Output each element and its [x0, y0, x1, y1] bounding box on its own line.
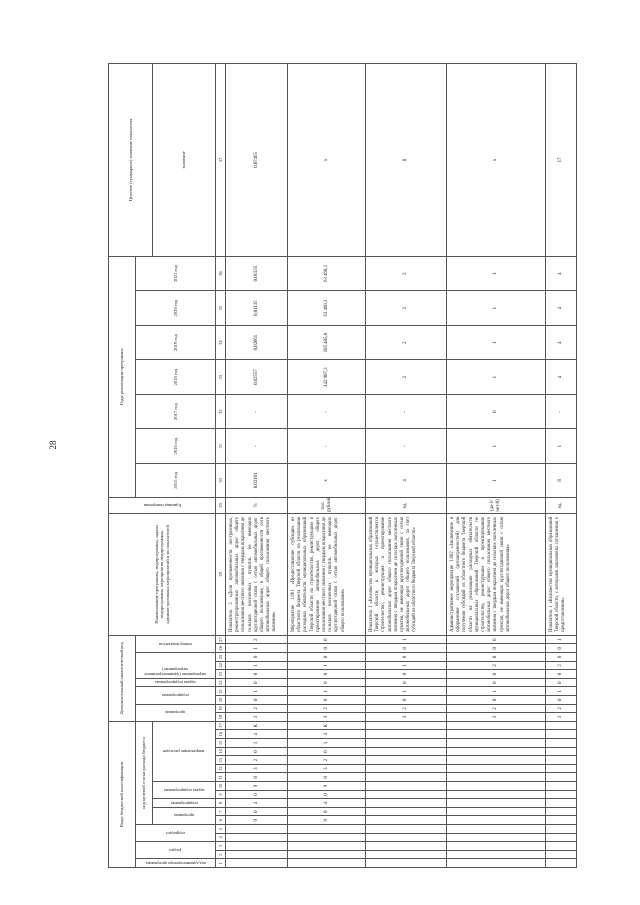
code-cell: [366, 799, 447, 808]
header-year-2021: 2021 год: [136, 256, 216, 291]
code-cell: 0: [226, 670, 288, 679]
code-cell: [546, 756, 577, 765]
code-cell: [546, 790, 577, 799]
code-cell: [546, 842, 577, 851]
code-cell: 0: [366, 678, 447, 687]
code-cell: [546, 730, 577, 739]
row-unit: ед.: [366, 497, 447, 513]
code-cell: 0: [226, 678, 288, 687]
code-cell: 3: [288, 713, 366, 722]
column-number: 6: [216, 816, 226, 825]
code-cell: 0: [226, 773, 288, 782]
code-cell: 3: [546, 713, 577, 722]
header-year-2016: 2016 год: [136, 429, 216, 464]
code-cell: 1: [226, 739, 288, 748]
column-number: 2: [216, 850, 226, 859]
table-row: [226, 64, 288, 868]
column-number: 28: [216, 513, 226, 635]
code-cell: 9: [288, 782, 366, 791]
code-cell: [366, 773, 447, 782]
row-value-year: 63 460,3: [288, 291, 366, 326]
code-cell: 0: [288, 635, 366, 644]
code-cell: [447, 799, 546, 808]
column-number: 7: [216, 807, 226, 816]
row-unit: ед.: [546, 497, 577, 513]
code-cell: 4: [288, 730, 366, 739]
column-number: 22: [216, 678, 226, 687]
column-number: 31: [216, 429, 226, 464]
code-cell: [546, 764, 577, 773]
code-cell: [288, 825, 366, 834]
code-cell: 0: [447, 653, 546, 662]
header-add-subprogram: подпрограмма: [136, 687, 216, 704]
code-cell: [447, 747, 546, 756]
column-number-row: [216, 64, 226, 868]
column-number: 9: [216, 790, 226, 799]
code-cell: [366, 747, 447, 756]
header-year-2019: 2019 год: [136, 325, 216, 360]
code-cell: [546, 825, 577, 834]
code-cell: [366, 739, 447, 748]
header-year-2017: 2017 год: [136, 394, 216, 429]
code-cell: [226, 825, 288, 834]
code-cell: 0: [366, 644, 447, 653]
column-number: 12: [216, 764, 226, 773]
header-add-indicator-num: номер показателя: [136, 635, 216, 652]
code-cell: [226, 850, 288, 859]
column-number: 34: [216, 325, 226, 360]
code-cell: [546, 747, 577, 756]
row-value-2015: х: [288, 463, 366, 497]
code-cell: [447, 721, 546, 730]
code-cell: 0: [226, 696, 288, 705]
column-number: 15: [216, 739, 226, 748]
row-description: Показатель 1 «Количество муниципальных образований Тверской области, с которыми заключены соглашения о предоставлении»: [546, 513, 577, 635]
code-cell: [288, 859, 366, 868]
code-cell: [447, 730, 546, 739]
row-value-year: 1: [447, 360, 546, 395]
code-cell: [447, 859, 546, 868]
column-number: 36: [216, 256, 226, 291]
code-cell: 0: [288, 773, 366, 782]
code-cell: [366, 730, 447, 739]
code-cell: 1: [226, 687, 288, 696]
row-description: Мероприятие 1.001 «Предоставление субсидии из областного бюджета Тверской области на реализацию расходных обязательств муниципальных образований Тверской области на строительство, реконструкцию и проектирование автомобильных дорог общего пользования местного значения с твердым покрытием до сельских населенных пунктов, не имеющих круглогодичной связи с сетью автомобильных дорог общего пользования»: [288, 513, 366, 635]
code-cell: [546, 799, 577, 808]
code-cell: 0: [288, 696, 366, 705]
row-unit: %: [226, 497, 288, 513]
code-cell: 4: [288, 799, 366, 808]
row-value-year: 4: [546, 291, 577, 326]
row-description: Показатель 2 «Доля протяженности построенных, реконструированных автомобильных дорог общего пользования местного значения с твердым покрытием до сельских населенных пунктов, не имеющих круглогодичной связи с сетью автомобильных дорог общего пользования, в общей протяженности сети автомобильных дорог общего пользования местного значения»: [226, 513, 288, 635]
code-cell: 2: [226, 756, 288, 765]
code-cell: 0: [546, 653, 577, 662]
code-cell: 0: [546, 678, 577, 687]
code-cell: [366, 782, 447, 791]
header-years: Годы реализации программы: [109, 256, 136, 497]
row-value-2015: 1: [447, 463, 546, 497]
code-cell: 0: [288, 807, 366, 816]
code-cell: [366, 816, 447, 825]
column-number: 29: [216, 497, 226, 513]
code-cell: 0: [288, 644, 366, 653]
code-cell: 0: [226, 747, 288, 756]
code-cell: 4: [226, 730, 288, 739]
code-cell: 9: [226, 816, 288, 825]
table-row: [546, 64, 577, 868]
column-number: 23: [216, 670, 226, 679]
code-cell: 1: [546, 635, 577, 644]
code-cell: 0: [546, 696, 577, 705]
column-number: 18: [216, 713, 226, 722]
code-cell: [366, 842, 447, 851]
code-cell: [447, 782, 546, 791]
column-number: 16: [216, 730, 226, 739]
code-cell: [226, 833, 288, 842]
row-target-value: 8: [366, 64, 447, 257]
code-cell: 2: [546, 704, 577, 713]
header-article-program: программа: [153, 807, 216, 824]
row-value-year: -: [226, 394, 288, 429]
row-target-value: х: [288, 64, 366, 257]
code-cell: [288, 833, 366, 842]
row-target-value: 0,07465: [226, 64, 288, 257]
column-number: 20: [216, 696, 226, 705]
program-indicators-table: [108, 63, 577, 868]
code-cell: [366, 833, 447, 842]
row-value-year: 63 460,3: [288, 256, 366, 291]
code-cell: [447, 756, 546, 765]
code-cell: [366, 807, 447, 816]
code-cell: [366, 850, 447, 859]
code-cell: 0: [447, 696, 546, 705]
code-cell: [447, 807, 546, 816]
column-number: 5: [216, 825, 226, 834]
header-add-event: мероприятие (административное мероприятие): [136, 653, 216, 679]
code-cell: 1: [546, 687, 577, 696]
header-year-2018: 2018 год: [136, 360, 216, 395]
row-description: Показатель 1 «Количество муниципальных образований Тверской области, в которых осуществляется строительство, реконструкция и проектирование автомобильных дорог общего пользования местного значения с твердым покрытием до сельских населенных пунктов, не имеющих круглогодичной связи с сетью автомобильных дорог общего пользования, за счет субсидий из областного бюджета Тверской области»: [366, 513, 447, 635]
row-value-year: 0,01135: [226, 256, 288, 291]
code-cell: 0: [447, 678, 546, 687]
header-add-task: задача подпрограммы: [136, 678, 216, 687]
header-subsection: подраздел: [136, 825, 216, 842]
code-cell: [546, 816, 577, 825]
code-cell: 0: [288, 747, 366, 756]
code-cell: 3: [366, 713, 447, 722]
header-admin-code: код администратора программы: [136, 859, 216, 868]
header-article-direction: направление расходов: [153, 721, 216, 781]
code-cell: 0: [546, 644, 577, 653]
row-description: Административное мероприятие 1.002 «Заключение и оформление соглашений (договоренностей) для получения субсидий из областного бюджета Тверской области на реализацию расходных обязательств муниципальных образований Тверской области по строительству, реконструкции и проектированию автомобильных дорог общего пользования местного значения с твердым покрытием до сельских населенных пунктов, не имеющих круглогодичной связи с сетью автомобильных дорог общего пользования»: [447, 513, 546, 635]
table-row: [366, 64, 447, 868]
code-cell: [546, 773, 577, 782]
header-section: раздел: [136, 842, 216, 859]
code-cell: 2: [226, 704, 288, 713]
column-number: 10: [216, 782, 226, 791]
row-value-year: 1: [447, 256, 546, 291]
code-cell: [288, 842, 366, 851]
row-value-year: 0,02061: [226, 325, 288, 360]
header-article-subprogram: подпрограмма: [153, 799, 216, 808]
row-value-year: 2: [366, 256, 447, 291]
code-cell: 0: [447, 670, 546, 679]
code-cell: 0: [226, 807, 288, 816]
row-value-year: 2: [366, 291, 447, 326]
code-cell: [546, 833, 577, 842]
code-cell: 1: [226, 661, 288, 670]
row-value-year: 2: [366, 325, 447, 360]
column-number: 3: [216, 842, 226, 851]
code-cell: 0: [447, 644, 546, 653]
row-value-year: 4: [546, 256, 577, 291]
code-cell: [546, 859, 577, 868]
code-cell: К: [288, 721, 366, 730]
header-budget-codes: Коды бюджетной классификации: [109, 721, 136, 867]
code-cell: 1: [288, 661, 366, 670]
header-target-value: значение: [153, 64, 216, 257]
code-cell: [546, 807, 577, 816]
code-cell: [447, 850, 546, 859]
row-value-year: 4: [546, 360, 577, 395]
header-additional-code: Дополнительный аналитический код: [109, 635, 136, 721]
code-cell: 4: [226, 799, 288, 808]
row-target-value: 17: [546, 64, 577, 257]
code-cell: [366, 859, 447, 868]
column-number: 27: [216, 635, 226, 644]
code-cell: 1: [288, 739, 366, 748]
code-cell: [447, 842, 546, 851]
row-value-year: -: [546, 394, 577, 429]
row-value-year: -: [288, 394, 366, 429]
column-number: 37: [216, 64, 226, 257]
row-unit: тыс. рублей: [288, 497, 366, 513]
row-unit: (да-1/нет-0): [447, 497, 546, 513]
row-target-value: х: [447, 64, 546, 257]
table-row: [447, 64, 546, 868]
header-article-code: код целевой статьи расхода бюджета: [136, 721, 153, 824]
code-cell: [447, 739, 546, 748]
code-cell: 3: [447, 713, 546, 722]
code-cell: 1: [447, 687, 546, 696]
column-number: 30: [216, 463, 226, 497]
code-cell: 0: [288, 670, 366, 679]
column-number: 32: [216, 394, 226, 429]
code-cell: 2: [288, 756, 366, 765]
code-cell: [366, 825, 447, 834]
column-number: 19: [216, 704, 226, 713]
code-cell: 3: [226, 713, 288, 722]
row-value-year: 0: [447, 394, 546, 429]
code-cell: 2: [366, 704, 447, 713]
code-cell: [447, 816, 546, 825]
code-cell: 0: [288, 790, 366, 799]
code-cell: 3: [288, 764, 366, 773]
code-cell: К: [226, 721, 288, 730]
column-number: 14: [216, 747, 226, 756]
code-cell: 0: [366, 696, 447, 705]
code-cell: 1: [366, 635, 447, 644]
code-cell: [546, 721, 577, 730]
header-year-2015: 2015 год: [136, 463, 216, 497]
column-number: 33: [216, 360, 226, 395]
code-cell: 2: [447, 661, 546, 670]
code-cell: [226, 842, 288, 851]
row-value-year: -: [288, 429, 366, 464]
code-cell: 9: [288, 816, 366, 825]
code-cell: 1: [226, 644, 288, 653]
row-value-year: 1: [447, 325, 546, 360]
code-cell: 2: [288, 704, 366, 713]
code-cell: 0: [288, 653, 366, 662]
column-number: 17: [216, 721, 226, 730]
row-value-year: 1: [447, 429, 546, 464]
code-cell: [447, 825, 546, 834]
row-value-year: -: [366, 429, 447, 464]
code-cell: 3: [226, 764, 288, 773]
code-cell: [366, 790, 447, 799]
row-value-year: 0,02557: [226, 360, 288, 395]
code-cell: [546, 850, 577, 859]
header-year-2020: 2020 год: [136, 291, 216, 326]
row-value-year: -: [366, 394, 447, 429]
column-number: 24: [216, 661, 226, 670]
code-cell: [366, 764, 447, 773]
code-cell: 1: [288, 687, 366, 696]
row-value-year: -: [226, 429, 288, 464]
row-value-year: 4: [546, 325, 577, 360]
code-cell: 9: [226, 782, 288, 791]
code-cell: 1: [366, 687, 447, 696]
row-value-year: 0,01135: [226, 291, 288, 326]
program-table-container: [108, 64, 567, 868]
code-cell: [288, 850, 366, 859]
column-number: 13: [216, 756, 226, 765]
row-value-year: 1: [546, 429, 577, 464]
column-number: 35: [216, 291, 226, 326]
row-value-year: 185 405,8: [288, 325, 366, 360]
row-value-year: 142 987,3: [288, 360, 366, 395]
code-cell: [366, 721, 447, 730]
header-name: Наименование программы, подпрограммы, задачи подпрограммы, мероприятия подпрограммы, административных мероприятий и их показателей: [109, 513, 216, 635]
code-cell: 0: [366, 653, 447, 662]
code-cell: [447, 773, 546, 782]
column-number: 25: [216, 653, 226, 662]
row-value-year: 2: [366, 360, 447, 395]
column-number: 26: [216, 644, 226, 653]
column-number: 21: [216, 687, 226, 696]
row-value-2015: 4: [366, 463, 447, 497]
code-cell: [546, 782, 577, 791]
row-value-2015: 0,02101: [226, 463, 288, 497]
code-cell: 0: [226, 653, 288, 662]
code-cell: 1: [366, 661, 447, 670]
code-cell: [366, 756, 447, 765]
code-cell: 0: [226, 790, 288, 799]
code-cell: 0: [546, 670, 577, 679]
code-cell: [447, 833, 546, 842]
column-number: 4: [216, 833, 226, 842]
code-cell: 0: [447, 635, 546, 644]
header-add-program: программа: [136, 704, 216, 721]
header-article-task: задача подпрограммы: [153, 782, 216, 799]
header-row-top: [109, 64, 136, 868]
table-row: [288, 64, 366, 868]
code-cell: 2: [447, 704, 546, 713]
header-unit: Единица измерения: [109, 497, 216, 513]
code-cell: [447, 790, 546, 799]
code-cell: [546, 739, 577, 748]
column-number: 1: [216, 859, 226, 868]
column-number: 8: [216, 799, 226, 808]
row-value-year: 1: [447, 291, 546, 326]
row-value-2015: 8: [546, 463, 577, 497]
code-cell: 2: [226, 635, 288, 644]
code-cell: [226, 859, 288, 868]
page-number: 28: [48, 440, 58, 450]
document-sheet: [108, 64, 567, 868]
code-cell: [447, 764, 546, 773]
code-cell: 2: [546, 661, 577, 670]
code-cell: 0: [366, 670, 447, 679]
code-cell: 0: [288, 678, 366, 687]
column-number: 11: [216, 773, 226, 782]
header-target: Целевое (суммарное) значение показателя: [109, 64, 153, 257]
